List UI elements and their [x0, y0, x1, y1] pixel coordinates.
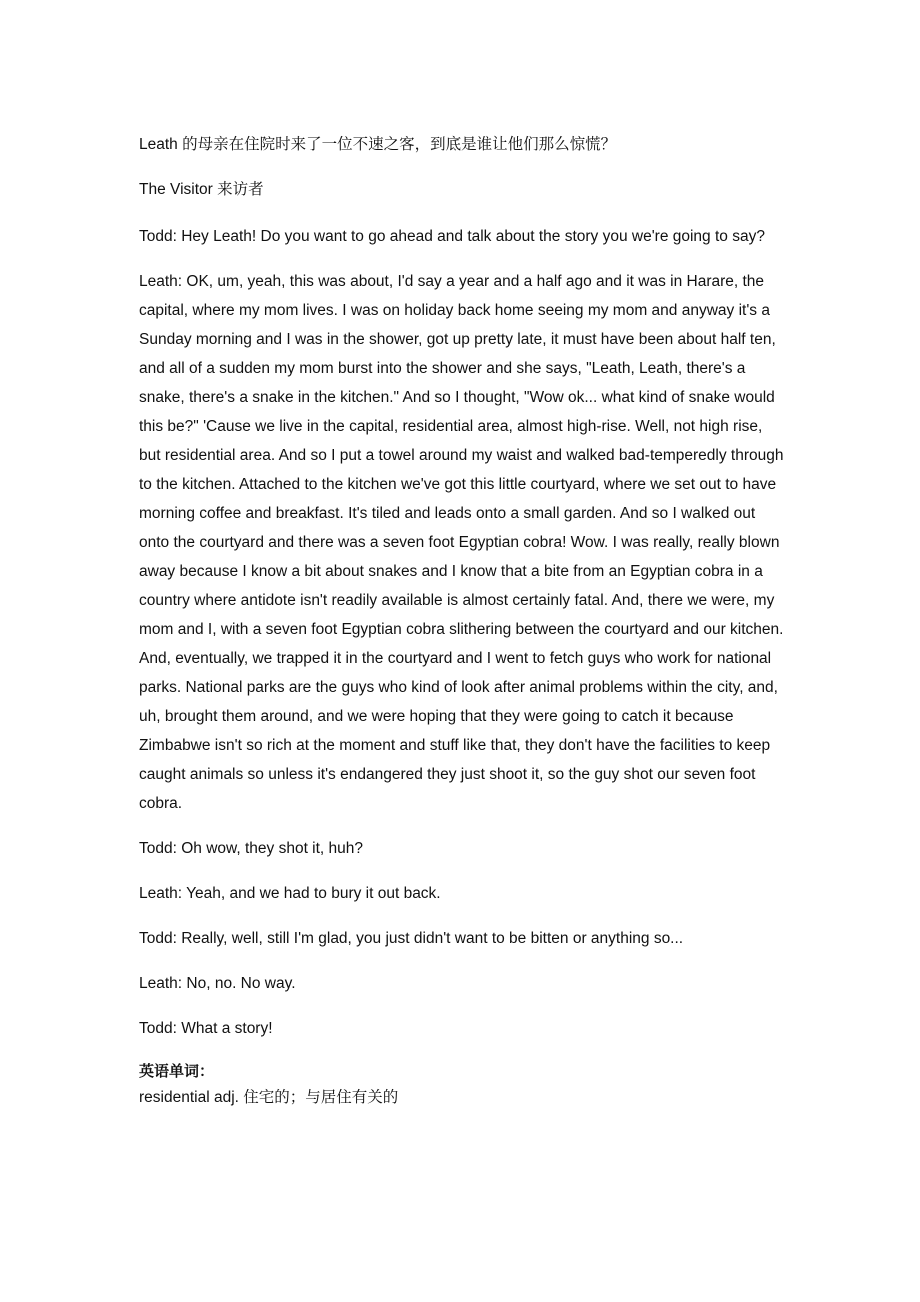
dialogue-line: Leath: OK, um, yeah, this was about, I'd say a year and a half ago and it was in Harare, the capital, where my mom lives. I was on holiday back home seeing my mom and anyway it's a Sunday morning and I was in the shower, got up pretty late, it must have been about half ten, and all of a sudden my mom burst into the shower and she says, "Leath, Leath, there's a snake, there's a snake in the kitchen." And so I thought, "Wow ok... what kind of snake would this be?" 'Cause we live in the capital, residential area, almost high-rise. Well, not high rise, but residential area. And so I put a towel around my waist and walked bad-temperedly through to the kitchen. Attached to the kitchen we've got this little courtyard, where we set out to have morning coffee and breakfast. It's tiled and leads onto a small garden. And so I walked out onto the courtyard and there was a seven foot Egyptian cobra! Wow. I was really, really blown away because I know a bit about snakes and I know that a bite from an Egyptian cobra in a country where antidote isn't readily available is almost certainly fatal. And, there we were, my mom and I, with a seven foot Egyptian cobra slithering between the courtyard and our kitchen. And, eventually, we trapped it in the courtyard and I went to fetch guys who work for national parks. National parks are the guys who kind of look after animal problems within the city, and, uh, brought them around, and we were hoping that they were going to catch it because Zimbabwe isn't so rich at the moment and stuff like that, they don't have the facilities to keep caught animals so unless it's endangered they just shoot it, so the guy shot our seven foot cobra. [139, 273, 784, 812]
dialogue-line: Leath: Yeah, and we had to bury it out back. [139, 885, 441, 902]
vocab-heading: 英语单词： [139, 1063, 215, 1080]
story-title: The Visitor 来访者 [139, 181, 264, 198]
document-body [139, 130, 787, 1111]
dialogue-line: Todd: Hey Leath! Do you want to go ahead and talk about the story you we're going to say? [139, 228, 765, 245]
dialogue-line: Todd: What a story! [139, 1020, 273, 1037]
intro-line: Leath 的母亲在住院时来了一位不速之客，到底是谁让他们那么惊慌？ [139, 136, 617, 153]
dialogue-line: Leath: No, no. No way. [139, 975, 296, 992]
vocab-item: residential adj. 住宅的；与居住有关的 [139, 1089, 399, 1106]
dialogue-line: Todd: Really, well, still I'm glad, you just didn't want to be bitten or anything so... [139, 930, 684, 947]
dialogue-line: Todd: Oh wow, they shot it, huh? [139, 840, 364, 857]
